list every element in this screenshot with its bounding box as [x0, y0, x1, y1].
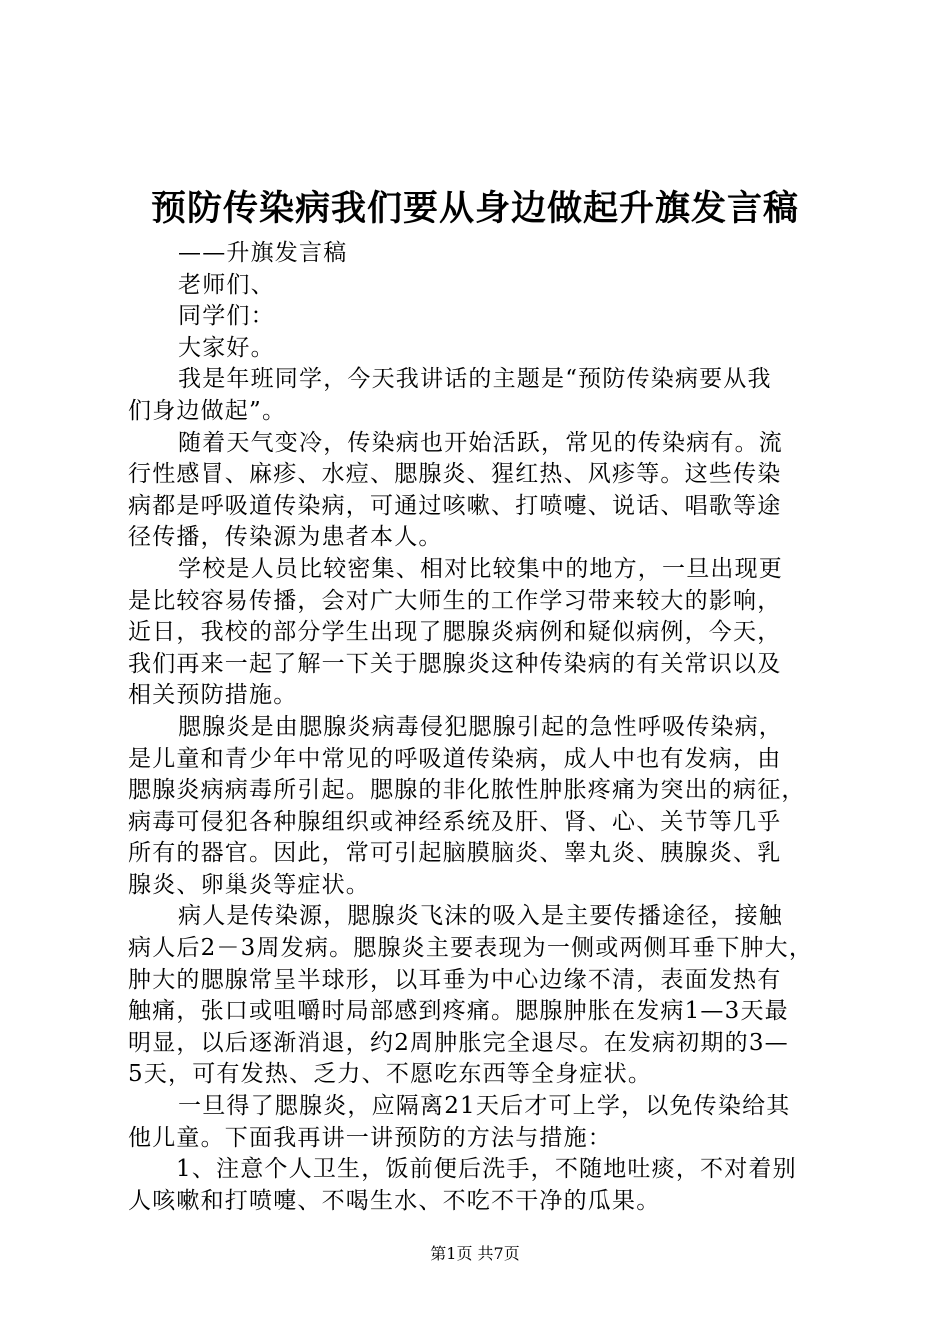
paragraph-line: 相关预防措施。: [128, 682, 298, 709]
paragraph-line: 我是年班同学，今天我讲话的主题是“预防传染病要从我: [178, 366, 772, 393]
paragraph-line: 我们再来一起了解一下关于腮腺炎这种传染病的有关常识以及: [128, 650, 782, 677]
paragraph-line: 5天，可有发热、乏力、不愿吃东西等全身症状。: [128, 1061, 653, 1088]
document-body: [128, 238, 834, 1217]
paragraph-line: 病都是呼吸道传染病，可通过咳嗽、打喷嚏、说话、唱歌等途: [128, 492, 782, 519]
greeting-line: 同学们：: [178, 303, 275, 330]
paragraph-line: 腮腺炎病病毒所引起。腮腺的非化脓性肿胀疼痛为突出的病征，: [128, 777, 806, 804]
paragraph-line: 病人是传染源，腮腺炎飞沫的吸入是主要传播途径，接触: [178, 903, 783, 930]
document-title: 预防传染病我们要从身边做起升旗发言稿: [150, 188, 799, 229]
paragraph-line: 是儿童和青少年中常见的呼吸道传染病，成人中也有发病，由: [128, 745, 782, 772]
paragraph-line: 所有的器官。因此，常可引起脑膜脑炎、睾丸炎、胰腺炎、乳: [128, 840, 782, 867]
greeting-line: 老师们、: [178, 271, 275, 298]
paragraph-line: 腺炎、卵巢炎等症状。: [128, 871, 370, 898]
paragraph-line: 病毒可侵犯各种腺组织或神经系统及肝、肾、心、关节等几乎: [128, 808, 782, 835]
paragraph-line: 病人后2－3周发病。腮腺炎主要表现为一侧或两侧耳垂下肿大，: [128, 935, 814, 962]
paragraph-line: 近日，我校的部分学生出现了腮腺炎病例和疑似病例，今天，: [128, 619, 782, 646]
paragraph-line: 一旦得了腮腺炎，应隔离21天后才可上学，以免传染给其: [178, 1093, 791, 1120]
paragraph-line: 学校是人员比较密集、相对比较集中的地方，一旦出现更: [178, 555, 783, 582]
paragraph-line: 随着天气变冷，传染病也开始活跃，常见的传染病有。流: [178, 429, 783, 456]
page-number-footer: 第1页 共7页: [430, 1244, 520, 1263]
paragraph-line: 触痛，张口或咀嚼时局部感到疼痛。腮腺肿胀在发病1—3天最: [128, 998, 789, 1025]
list-item-line: 人咳嗽和打喷嚏、不喝生水、不吃不干净的瓜果。: [128, 1187, 661, 1214]
paragraph-line: 是比较容易传播，会对广大师生的工作学习带来较大的影响，: [128, 587, 782, 614]
greeting-line: 大家好。: [178, 334, 275, 361]
paragraph-line: 腮腺炎是由腮腺炎病毒侵犯腮腺引起的急性呼吸传染病，: [178, 713, 783, 740]
paragraph-line: 明显，以后逐渐消退，约2周肿胀完全退尽。在发病初期的3—: [128, 1029, 789, 1056]
paragraph-line: 肿大的腮腺常呈半球形，以耳垂为中心边缘不清，表面发热有: [128, 966, 782, 993]
paragraph-line: 行性感冒、麻疹、水痘、腮腺炎、猩红热、风疹等。这些传染: [128, 461, 782, 488]
subtitle-line: ——升旗发言稿: [178, 240, 348, 266]
paragraph-line: 们身边做起”。: [128, 397, 287, 424]
paragraph-line: 他儿童。下面我再讲一讲预防的方法与措施：: [128, 1124, 612, 1151]
paragraph-line: 径传播，传染源为患者本人。: [128, 524, 443, 551]
list-item-line: 1、注意个人卫生，饭前便后洗手，不随地吐痰，不对着别: [176, 1156, 797, 1183]
